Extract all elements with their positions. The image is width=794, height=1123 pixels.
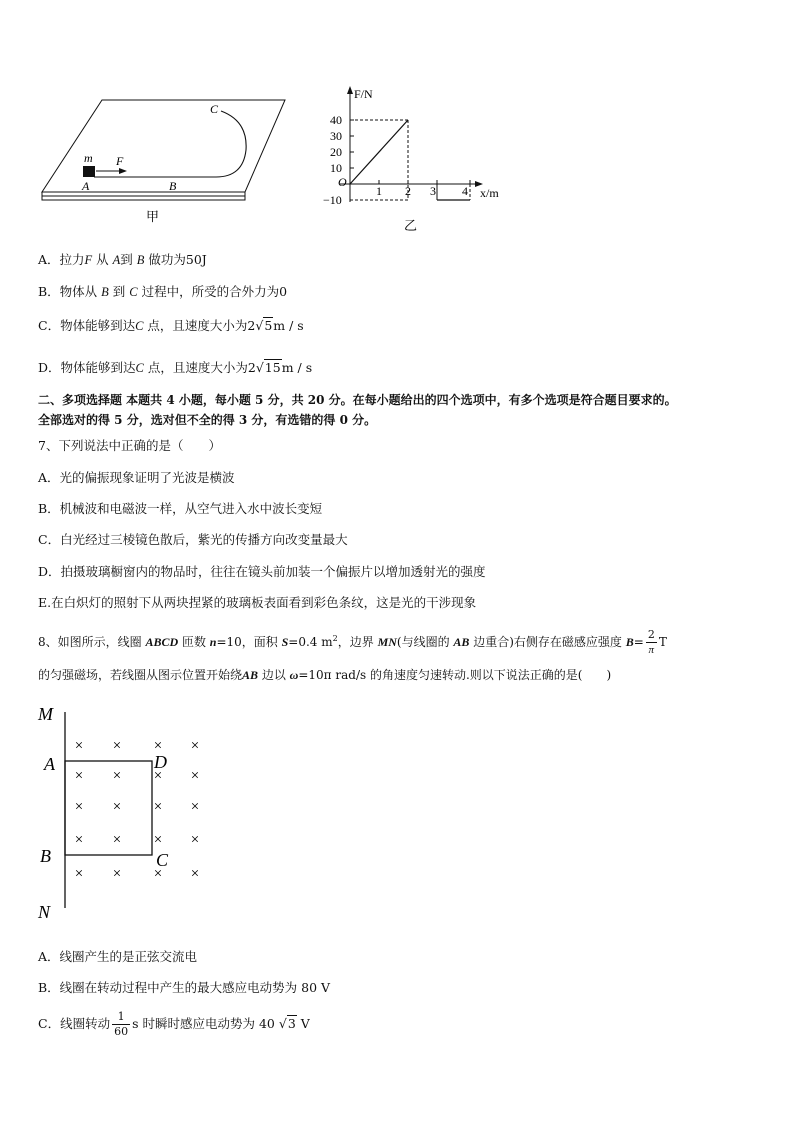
- q8-option-c: C．线圈转动 $\frac{1}{60}$ s 时瞬时感应电动势为 40 √3 V: [38, 1010, 310, 1038]
- label-a: A: [44, 754, 55, 774]
- caption-yi: 乙: [404, 218, 418, 233]
- section-heading-line1: 二、多项选择题 本题共 4 小题，每小题 5 分，共 20 分。在每小题给出的四个选项中，有多个选项是符合题目要求的。: [38, 393, 677, 407]
- svg-text:×: ×: [153, 799, 163, 815]
- q8-option-a: A．线圈产生的是正弦交流电: [38, 949, 198, 964]
- svg-text:×: ×: [153, 832, 163, 848]
- svg-text:×: ×: [112, 738, 122, 754]
- svg-text:×: ×: [190, 832, 200, 848]
- y-tick: 40: [330, 113, 342, 127]
- q7-option-c: C．白光经过三棱镜色散后，紫光的传播方向改变量最大: [38, 532, 348, 547]
- q7-stem: 7、下列说法中正确的是（ ）: [38, 438, 221, 453]
- caption-jia: 甲: [146, 209, 160, 224]
- svg-text:×: ×: [153, 738, 163, 754]
- svg-text:×: ×: [153, 866, 163, 882]
- y-tick: 10: [330, 161, 342, 175]
- label-c: C: [156, 850, 169, 870]
- x-tick: 2: [405, 184, 411, 198]
- label-a: A: [82, 179, 90, 193]
- svg-text:×: ×: [74, 768, 84, 784]
- y-tick: 20: [330, 145, 342, 159]
- svg-text:×: ×: [190, 768, 200, 784]
- svg-text:×: ×: [112, 866, 122, 882]
- q6-option-d: D．物体能够到达C 点，且速度大小为2√15m / s: [38, 360, 313, 375]
- svg-text:×: ×: [112, 799, 122, 815]
- q6-option-c: C．物体能够到达C 点，且速度大小为2√5m / s: [38, 318, 304, 333]
- section-heading-line2: 全部选对的得 5 分，选对但不全的得 3 分，有选错的得 0 分。: [38, 413, 377, 427]
- y-tick: −10: [323, 193, 342, 207]
- figure-yi: [318, 84, 518, 234]
- label-m: M: [38, 704, 53, 724]
- svg-text:×: ×: [74, 866, 84, 882]
- svg-text:×: ×: [74, 799, 84, 815]
- origin-label: O: [338, 175, 347, 189]
- svg-text:×: ×: [112, 832, 122, 848]
- x-tick: 3: [430, 184, 436, 198]
- svg-text:×: ×: [190, 866, 200, 882]
- svg-text:×: ×: [112, 768, 122, 784]
- y-tick: 30: [330, 129, 342, 143]
- magnetic-field-crosses: [75, 738, 199, 882]
- label-n: N: [38, 902, 51, 922]
- q6-option-b: B．物体从 B 到 C 过程中，所受的合外力为0: [38, 284, 288, 299]
- q7-option-b: B．机械波和电磁波一样，从空气进入水中波长变短: [38, 501, 323, 516]
- figure-coil: [36, 700, 216, 925]
- svg-text:×: ×: [190, 799, 200, 815]
- svg-text:×: ×: [74, 832, 84, 848]
- svg-text:×: ×: [153, 768, 163, 784]
- q7-option-a: A．光的偏振现象证明了光波是横波: [38, 470, 235, 485]
- svg-text:×: ×: [74, 738, 84, 754]
- q8-stem-line1: 8、如图所示，线圈 ABCD 匝数 n=10，面积 S=0.4 $m^2$，边界 MN(与线圈的 AB 边重合)右侧存在磁感应强度 B= $\frac{2}{\pi}$ T: [38, 628, 667, 656]
- q8-stem-line2: 的匀强磁场，若线圈从图示位置开始绕AB 边以 ω=10π rad/s 的角速度匀速转动.则以下说法正确的是( ): [38, 668, 612, 682]
- q7-option-e: E.在白炽灯的照射下从两块捏紧的玻璃板表面看到彩色条纹，这是光的干涉现象: [38, 595, 477, 610]
- y-axis-label: F/N: [354, 87, 373, 101]
- q6-option-a: A．拉力F 从 A到 B 做功为50J: [38, 252, 207, 267]
- q8-option-b: B．线圈在转动过程中产生的最大感应电动势为 80 V: [38, 980, 331, 995]
- q7-option-d: D．拍摄玻璃橱窗内的物品时，往往在镜头前加装一个偏振片以增加透射光的强度: [38, 564, 486, 579]
- svg-text:×: ×: [190, 738, 200, 754]
- x-tick: 1: [376, 184, 382, 198]
- block-m: [83, 166, 95, 177]
- figure-jia: [38, 95, 293, 230]
- label-c: C: [210, 102, 219, 116]
- label-f: F: [116, 154, 124, 168]
- label-b: B: [40, 846, 51, 866]
- x-tick: 4: [462, 184, 468, 198]
- label-m: m: [84, 151, 93, 165]
- x-axis-label: x/m: [480, 186, 499, 200]
- label-b: B: [169, 179, 177, 193]
- label-d: D: [154, 752, 167, 772]
